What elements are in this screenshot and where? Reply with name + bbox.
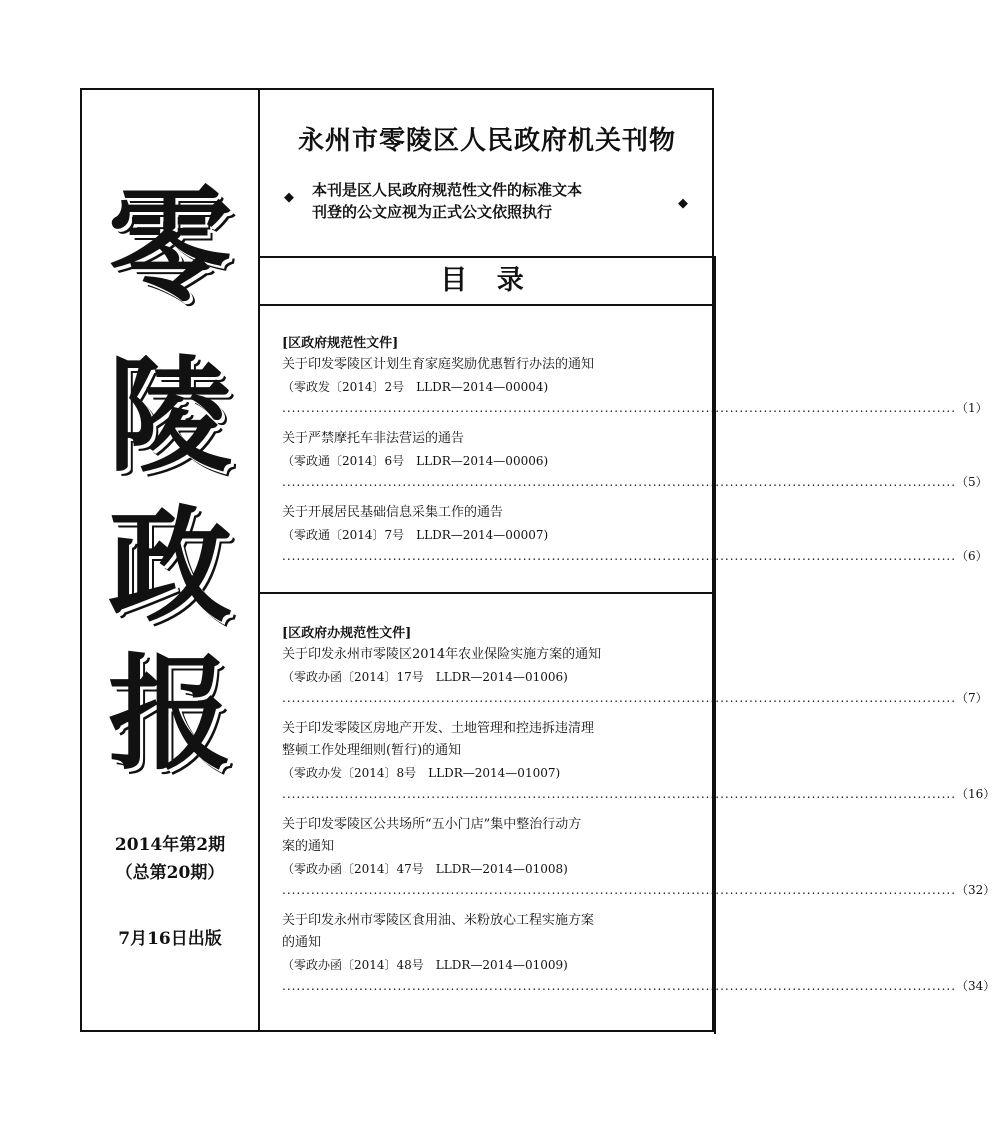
issue-total: （总第20期） — [115, 863, 225, 883]
org-title: 永州市零陵区人民政府机关刊物 — [297, 126, 676, 156]
entry-title-cont: 整顿工作处理细则(暂行)的通知 — [282, 743, 462, 758]
entry-doc-number: （零政办函〔2014〕48号 LLDR—2014—01009) — [282, 958, 568, 972]
masthead-char-3: 政 — [107, 494, 232, 639]
entry-leader — [282, 976, 995, 996]
entry-leader — [282, 546, 988, 566]
entry-page: （1） — [956, 401, 988, 415]
toc-box — [260, 256, 995, 1034]
entry-doc-number: （零政办函〔2014〕17号 LLDR—2014—01006) — [282, 670, 568, 684]
entry-doc-number: （零政通〔2014〕6号 LLDR—2014—00006) — [282, 454, 549, 468]
entry-page: （16） — [956, 787, 995, 801]
leader-dots: ............................................................................................................................................ — [282, 475, 957, 489]
publish-date: 7月16日出版 — [118, 929, 222, 949]
diamond-right-icon: ◆ — [678, 196, 688, 211]
entry-page: （7） — [956, 691, 988, 705]
toc-entry[interactable] — [282, 502, 988, 566]
entry-title: 关于印发零陵区计划生育家庭奖励优惠暂行办法的通知 — [282, 357, 595, 372]
toc-entry[interactable] — [282, 428, 988, 492]
masthead-char-2: 陵 — [107, 344, 232, 489]
content-column — [260, 90, 995, 1030]
entry-title: 关于开展居民基础信息采集工作的通告 — [282, 505, 504, 520]
entry-title: 关于印发永州市零陵区食用油、米粉放心工程实施方案 — [282, 913, 595, 928]
entry-leader — [282, 472, 988, 492]
entry-doc-number: （零政办函〔2014〕47号 LLDR—2014—01008) — [282, 862, 568, 876]
entry-page: （34） — [956, 979, 995, 993]
toc-entry[interactable] — [282, 910, 995, 996]
masthead-char-1: 零 — [107, 174, 232, 319]
entry-page: （32） — [956, 883, 995, 897]
leader-dots: ............................................................................................................................................ — [282, 691, 957, 705]
entry-title: 关于严禁摩托车非法营运的通告 — [282, 431, 465, 446]
page-frame — [80, 88, 995, 1032]
toc-entry[interactable] — [282, 644, 988, 708]
entry-page: （5） — [956, 475, 988, 489]
subtitle-line-2-row — [260, 196, 714, 224]
entry-leader — [282, 398, 988, 418]
toc-entry[interactable] — [282, 814, 995, 900]
entry-doc-number: （零政办发〔2014〕8号 LLDR—2014—01007) — [282, 766, 561, 780]
section-divider — [260, 592, 714, 594]
leader-dots: ............................................................................................................................................ — [282, 549, 957, 563]
subtitle-line-1: 本刊是区人民政府规范性文件的标准文本 — [312, 181, 583, 199]
section-label-gov: [区政府规范性文件] — [282, 336, 399, 351]
entry-title: 关于印发零陵区房地产开发、土地管理和控违拆违清理 — [282, 721, 595, 736]
entry-leader — [282, 880, 995, 900]
leader-dots: ............................................................................................................................................ — [282, 401, 957, 415]
entry-title-cont: 案的通知 — [282, 839, 335, 854]
entry-leader — [282, 784, 995, 804]
entry-title: 关于印发永州市零陵区2014年农业保险实施方案的通知 — [282, 647, 602, 662]
diamond-left-icon: ◆ — [284, 190, 294, 205]
entry-page: （6） — [956, 549, 988, 563]
leader-dots: ............................................................................................................................................ — [282, 979, 957, 993]
masthead-column — [82, 90, 260, 1030]
toc-title: 目 录 — [260, 258, 714, 306]
issue-number: 2014年第2期 — [114, 835, 226, 855]
entry-title: 关于印发零陵区公共场所“五小门店”集中整治行动方 — [282, 817, 582, 832]
toc-entry[interactable] — [282, 354, 988, 418]
toc-entry[interactable] — [282, 718, 995, 804]
entry-doc-number: （零政通〔2014〕7号 LLDR—2014—00007) — [282, 528, 549, 542]
subtitle-line-1-row — [260, 178, 714, 205]
entry-title-cont: 的通知 — [282, 935, 322, 950]
subtitle-line-2: 刊登的公文应视为正式公文依照执行 — [312, 203, 553, 221]
entry-leader — [282, 688, 988, 708]
leader-dots: ............................................................................................................................................ — [282, 883, 957, 897]
section-label-gov-office: [区政府办规范性文件] — [282, 626, 412, 641]
entry-doc-number: （零政发〔2014〕2号 LLDR—2014—00004) — [282, 380, 549, 394]
leader-dots: ............................................................................................................................................ — [282, 787, 957, 801]
masthead-char-4: 报 — [107, 642, 232, 787]
